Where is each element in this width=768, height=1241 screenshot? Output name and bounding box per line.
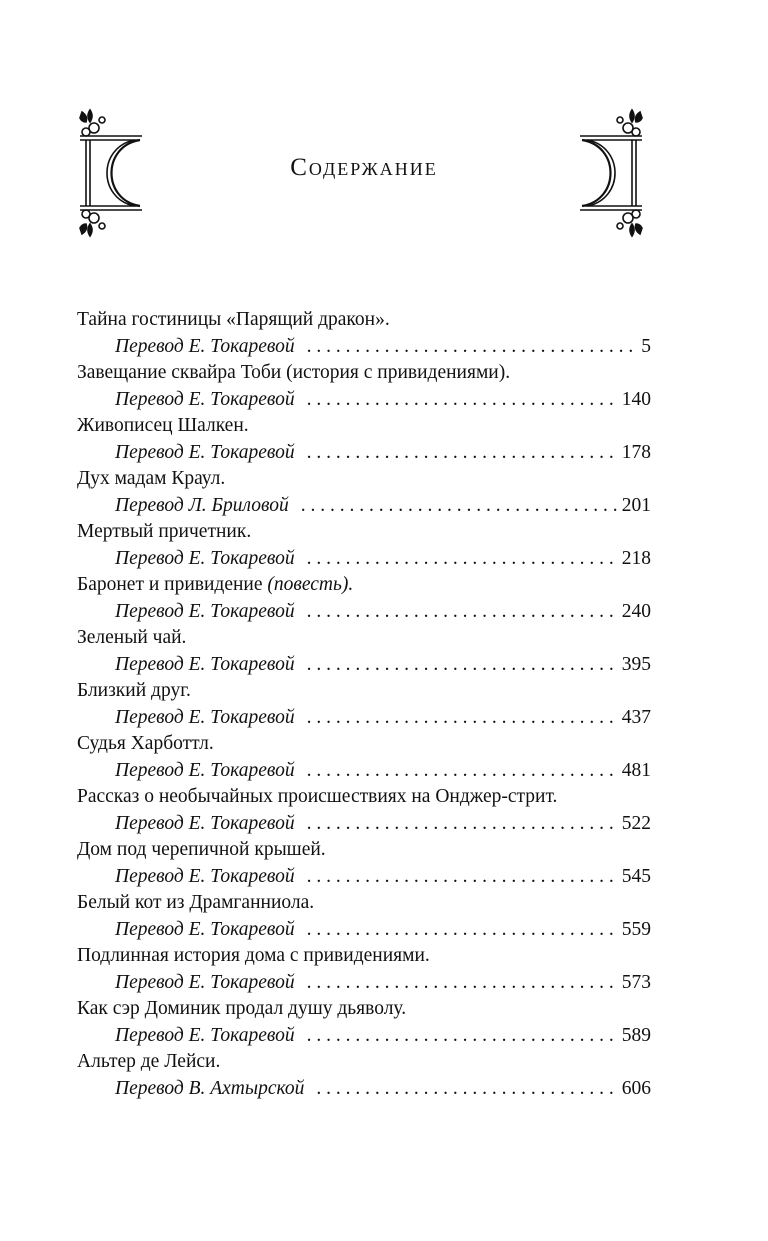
toc-entry-translator-line <box>77 705 651 732</box>
toc-entry[interactable] <box>77 943 651 996</box>
toc-entry-title-line <box>77 1049 651 1076</box>
toc-entry-translator: Перевод Е. Токаревой <box>115 1024 295 1046</box>
toc-entry-title-line <box>77 890 651 917</box>
toc-entry-translator-line <box>77 599 651 626</box>
toc-entry-title-line <box>77 360 651 387</box>
toc-entry[interactable] <box>77 890 651 943</box>
toc-entry-translator-line <box>77 811 651 838</box>
toc-entry-title: Завещание сквайра Тоби (история с привидениями). <box>77 362 511 383</box>
toc-entry-translator: Перевод Е. Токаревой <box>115 865 295 887</box>
toc-entry-translator: Перевод Е. Токаревой <box>115 441 295 463</box>
toc-entry-title: Альтер де Лейси. <box>77 1051 221 1072</box>
toc-entry-translator-line <box>77 758 651 785</box>
toc-entry-translator: Перевод Е. Токаревой <box>115 335 295 357</box>
toc-entry-page-number: 395 <box>621 653 651 675</box>
dot-leader <box>307 917 619 944</box>
toc-entry-title-line <box>77 837 651 864</box>
dot-leader <box>307 811 619 838</box>
toc-entry-page-number: 589 <box>621 1024 651 1046</box>
toc-entry-page-number: 545 <box>621 865 651 887</box>
toc-entry-title: Дом под черепичной крышей. <box>77 839 326 860</box>
toc-entry-page-number: 218 <box>621 547 651 569</box>
toc-entry-note: (повесть). <box>267 574 354 595</box>
toc-entry-translator-line <box>77 652 651 679</box>
toc-entry[interactable] <box>77 837 651 890</box>
toc-entry[interactable] <box>77 625 651 678</box>
toc-entry-page-number: 5 <box>641 335 651 357</box>
toc-entry[interactable] <box>77 413 651 466</box>
toc-entry[interactable] <box>77 784 651 837</box>
toc-entry-title-line <box>77 625 651 652</box>
toc-entry-title-line <box>77 413 651 440</box>
dot-leader <box>307 758 619 785</box>
dot-leader <box>307 864 619 891</box>
toc-entry-title-line <box>77 572 651 599</box>
dot-leader <box>307 387 619 414</box>
toc-entry-page-number: 437 <box>621 706 651 728</box>
toc-entry-translator: Перевод Е. Токаревой <box>115 759 295 781</box>
toc-entry-translator: Перевод Е. Токаревой <box>115 388 295 410</box>
toc-entry-title-line <box>77 307 651 334</box>
toc-entry-title: Мертвый причетник. <box>77 521 252 542</box>
toc-entry[interactable] <box>77 307 651 360</box>
toc-entry-translator-line <box>77 493 651 520</box>
toc-entry[interactable] <box>77 996 651 1049</box>
toc-entry-title: Зеленый чай. <box>77 627 187 648</box>
toc-entry-page-number: 522 <box>621 812 651 834</box>
toc-entry-title-line <box>77 943 651 970</box>
toc-entry-title: Судья Харботтл. <box>77 733 214 754</box>
toc-entry-translator: Перевод Е. Токаревой <box>115 918 295 940</box>
toc-entry[interactable] <box>77 519 651 572</box>
dot-leader <box>307 652 619 679</box>
toc-entry[interactable] <box>77 678 651 731</box>
toc-entry-translator-line <box>77 1023 651 1050</box>
toc-entry-translator-line <box>77 387 651 414</box>
dot-leader <box>307 334 639 361</box>
toc-entry-page-number: 573 <box>621 971 651 993</box>
dot-leader <box>307 705 619 732</box>
toc-entry-title: Дух мадам Краул. <box>77 468 226 489</box>
toc-entry-translator: Перевод В. Ахтырской <box>115 1077 305 1099</box>
toc-entry-translator-line <box>77 440 651 467</box>
toc-entry-page-number: 481 <box>621 759 651 781</box>
toc-entry-title: Баронет и привидение <box>77 574 268 595</box>
toc-entry-page-number: 240 <box>621 600 651 622</box>
toc-entry-translator-line <box>77 1076 651 1103</box>
page-title: Содержание <box>290 154 438 181</box>
toc-entry-page-number: 201 <box>621 494 651 516</box>
toc-entry-translator: Перевод Е. Токаревой <box>115 812 295 834</box>
toc-entry-translator: Перевод Е. Токаревой <box>115 653 295 675</box>
toc-entry[interactable] <box>77 1049 651 1102</box>
toc-entry[interactable] <box>77 572 651 625</box>
toc-entry-translator: Перевод Е. Токаревой <box>115 971 295 993</box>
toc-entry-title: Как сэр Доминик продал душу дьяволу. <box>77 998 407 1019</box>
toc-entry-title: Подлинная история дома с привидениями. <box>77 945 430 966</box>
toc-entry-title-line <box>77 731 651 758</box>
toc-entry-title-line <box>77 466 651 493</box>
toc-entry-page-number: 606 <box>621 1077 651 1099</box>
dot-leader <box>307 440 619 467</box>
dot-leader <box>307 1023 619 1050</box>
table-of-contents <box>77 307 651 1102</box>
toc-entry-title-line <box>77 678 651 705</box>
toc-entry-translator-line <box>77 546 651 573</box>
toc-entry-title-line <box>77 519 651 546</box>
toc-entry-title: Близкий друг. <box>77 680 191 701</box>
dot-leader <box>307 599 619 626</box>
toc-entry[interactable] <box>77 466 651 519</box>
dot-leader <box>316 1076 618 1103</box>
toc-entry-page-number: 140 <box>621 388 651 410</box>
toc-entry-translator: Перевод Е. Токаревой <box>115 547 295 569</box>
toc-entry-title: Рассказ о необычайных происшествиях на Онджер-стрит. <box>77 786 558 807</box>
toc-entry-title-line <box>77 996 651 1023</box>
toc-entry-title-line <box>77 784 651 811</box>
toc-entry-translator: Перевод Л. Бриловой <box>115 494 289 516</box>
dot-leader <box>307 546 619 573</box>
toc-entry-translator-line <box>77 970 651 997</box>
toc-entry-translator: Перевод Е. Токаревой <box>115 706 295 728</box>
toc-entry-title: Тайна гостиницы «Парящий дракон». <box>77 309 390 330</box>
toc-entry-page-number: 559 <box>621 918 651 940</box>
dot-leader <box>301 493 619 520</box>
dot-leader <box>307 970 619 997</box>
toc-entry-translator-line <box>77 917 651 944</box>
toc-entry[interactable] <box>77 360 651 413</box>
toc-entry-page-number: 178 <box>621 441 651 463</box>
toc-entry-title: Белый кот из Драмганниола. <box>77 892 315 913</box>
toc-entry-title: Живописец Шалкен. <box>77 415 249 436</box>
toc-entry-translator: Перевод Е. Токаревой <box>115 600 295 622</box>
toc-entry[interactable] <box>77 731 651 784</box>
toc-entry-translator-line <box>77 334 651 361</box>
toc-entry-translator-line <box>77 864 651 891</box>
